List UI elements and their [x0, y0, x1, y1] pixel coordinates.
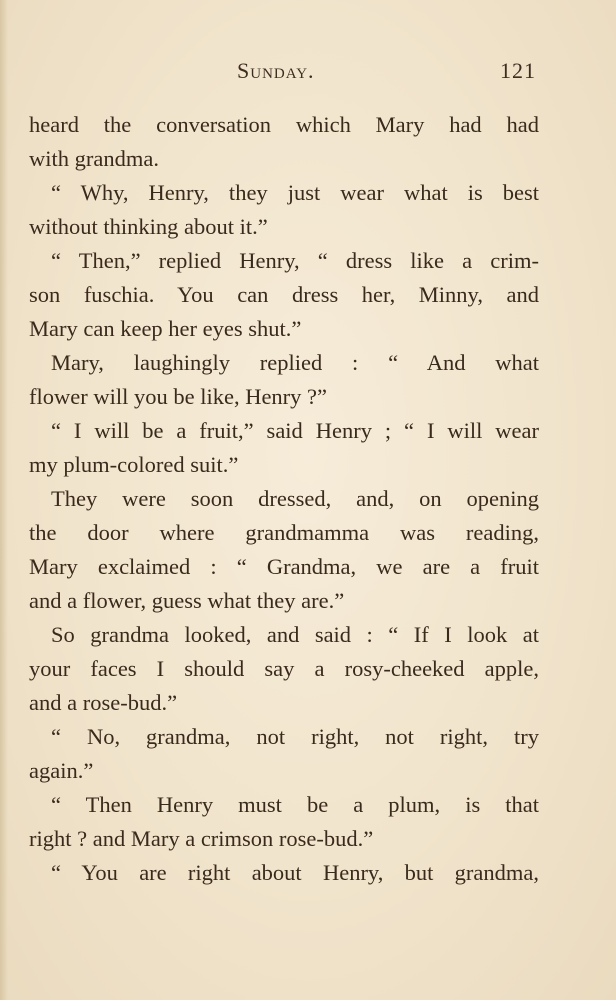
text-line: my plum-colored suit.” [29, 452, 239, 477]
page-number: 121 [500, 58, 536, 83]
text-line: “ No, grandma, not right, not right, try [51, 724, 539, 749]
text-line: and a rose-bud.” [29, 690, 178, 715]
text-line: with grandma. [29, 146, 159, 171]
text-line: So grandma looked, and said : “ If I look at [51, 622, 539, 647]
running-head [0, 58, 616, 88]
text-line: son fuschia. You can dress her, Minny, and [29, 282, 539, 307]
text-line: right ? and Mary a crimson rose-bud.” [29, 826, 374, 851]
running-title: Sunday. [237, 58, 315, 83]
text-line: “ You are right about Henry, but grandma, [51, 860, 539, 885]
body-text [29, 108, 539, 890]
text-line: heard the conversation which Mary had had [29, 112, 539, 137]
text-line: “ I will be a fruit,” said Henry ; “ I will wear [51, 418, 539, 443]
text-line: Mary exclaimed : “ Grandma, we are a fruit [29, 554, 539, 579]
text-line: again.” [29, 758, 94, 783]
text-line: They were soon dressed, and, on opening [51, 486, 539, 511]
text-line: and a flower, guess what they are.” [29, 588, 345, 613]
text-line: flower will you be like, Henry ?” [29, 384, 328, 409]
text-line: without thinking about it.” [29, 214, 268, 239]
text-line: Mary can keep her eyes shut.” [29, 316, 302, 341]
text-line: “ Why, Henry, they just wear what is best [51, 180, 539, 205]
text-line: your faces I should say a rosy-cheeked apple, [29, 656, 539, 681]
text-line: “ Then Henry must be a plum, is that [51, 792, 539, 817]
text-line: Mary, laughingly replied : “ And what [51, 350, 539, 375]
text-line: the door where grandmamma was reading, [29, 520, 539, 545]
text-line: “ Then,” replied Henry, “ dress like a crim- [51, 248, 539, 273]
